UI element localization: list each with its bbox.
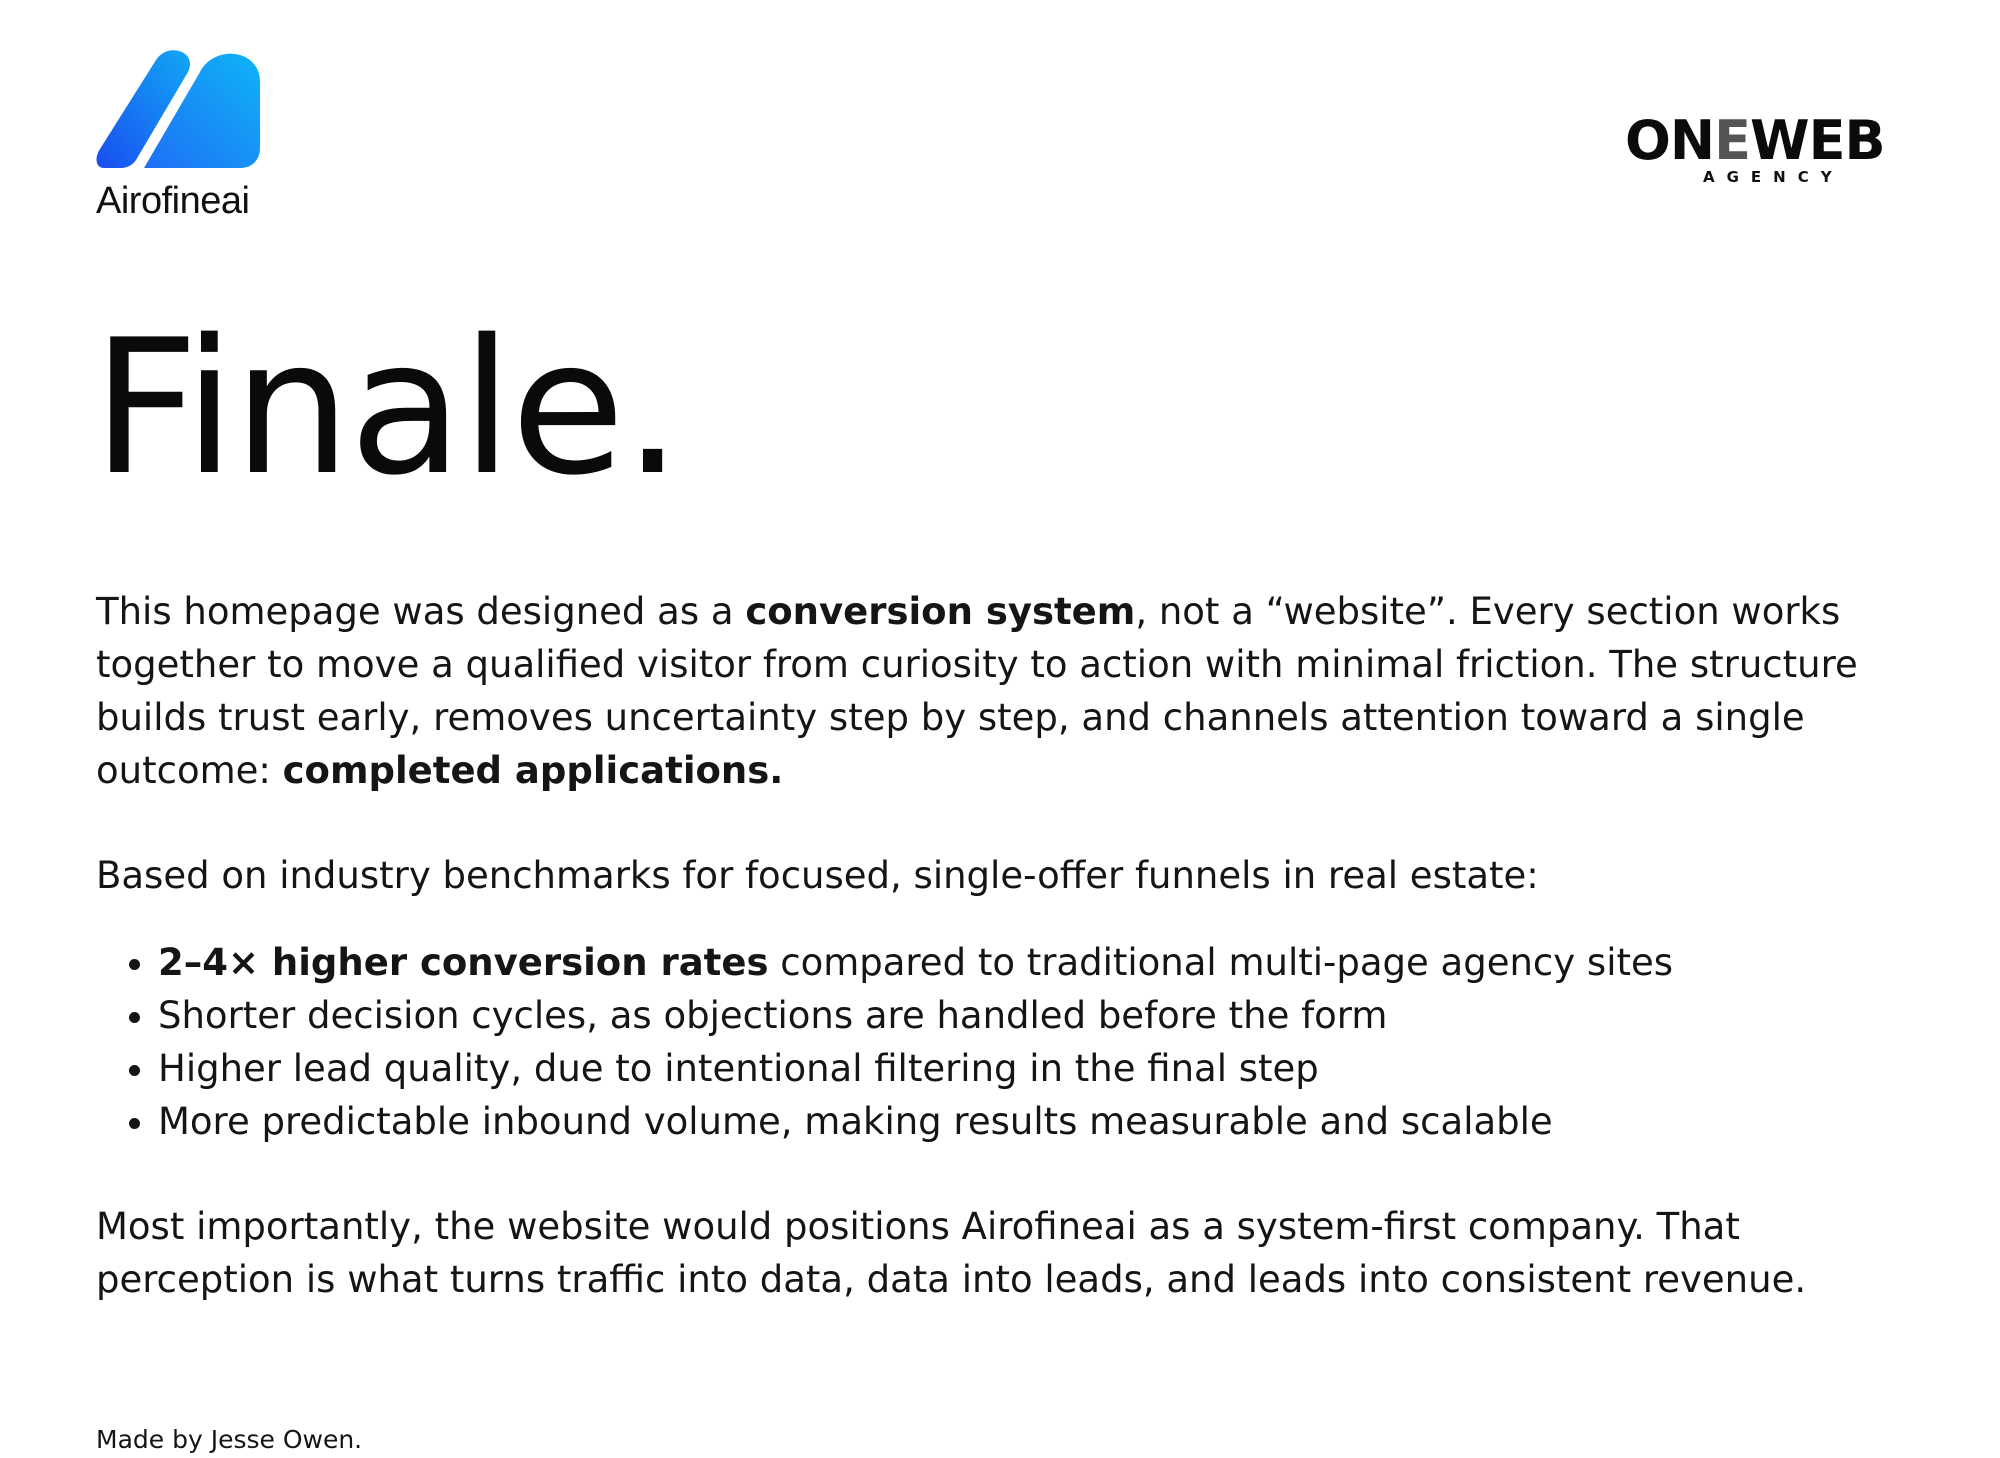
airofineai-logo-icon bbox=[96, 50, 266, 175]
closing-paragraph: Most importantly, the website would positions Airofineai as a system-first company. That perception is what turns traffic into data, data into leads, and leads into consistent revenue. bbox=[96, 1205, 1807, 1301]
list-item-text: More predictable inbound volume, making results measurable and scalable bbox=[158, 1100, 1553, 1143]
list-item-text: Shorter decision cycles, as objections are handled before the form bbox=[158, 994, 1388, 1037]
oneweb-wordmark-e: E bbox=[1714, 109, 1750, 172]
intro-text-2: , not a “website”. Every section works together to move a qualified visitor from curiosity to action with minimal friction. The structure builds trust early, removes uncertainty step by step, and channels attention toward a single outcome: bbox=[96, 590, 1858, 792]
list-item bbox=[158, 936, 1936, 989]
benefits-list bbox=[96, 936, 1936, 1148]
oneweb-agency-logo bbox=[1625, 109, 1925, 192]
list-item-bold: 2–4× higher conversion rates bbox=[158, 941, 769, 984]
oneweb-wordmark bbox=[1625, 109, 1885, 172]
list-item-text: compared to traditional multi-page agency sites bbox=[768, 941, 1674, 984]
benchmark-lead: Based on industry benchmarks for focused, single-offer funnels in real estate: bbox=[96, 854, 1539, 897]
oneweb-agency-subtitle: AGENCY bbox=[1703, 168, 1844, 186]
airofineai-logo bbox=[96, 50, 286, 222]
page-title: Finale. bbox=[92, 299, 681, 516]
list-item bbox=[158, 1042, 1936, 1095]
list-item-text: Higher lead quality, due to intentional filtering in the final step bbox=[158, 1047, 1319, 1090]
intro-text-1: This homepage was designed as a bbox=[96, 590, 746, 633]
oneweb-wordmark-on: ON bbox=[1625, 109, 1715, 172]
list-item bbox=[158, 989, 1936, 1042]
oneweb-wordmark-web: WEB bbox=[1750, 109, 1885, 172]
list-item bbox=[158, 1095, 1936, 1148]
intro-bold-conversion-system: conversion system bbox=[745, 590, 1136, 633]
intro-bold-completed-applications: completed applications. bbox=[282, 749, 784, 792]
intro-paragraph bbox=[96, 585, 1936, 797]
main-content bbox=[96, 585, 1936, 1306]
airofineai-logo-text: Airofineai bbox=[96, 180, 250, 222]
footer-credit: Made by Jesse Owen. bbox=[96, 1425, 363, 1454]
